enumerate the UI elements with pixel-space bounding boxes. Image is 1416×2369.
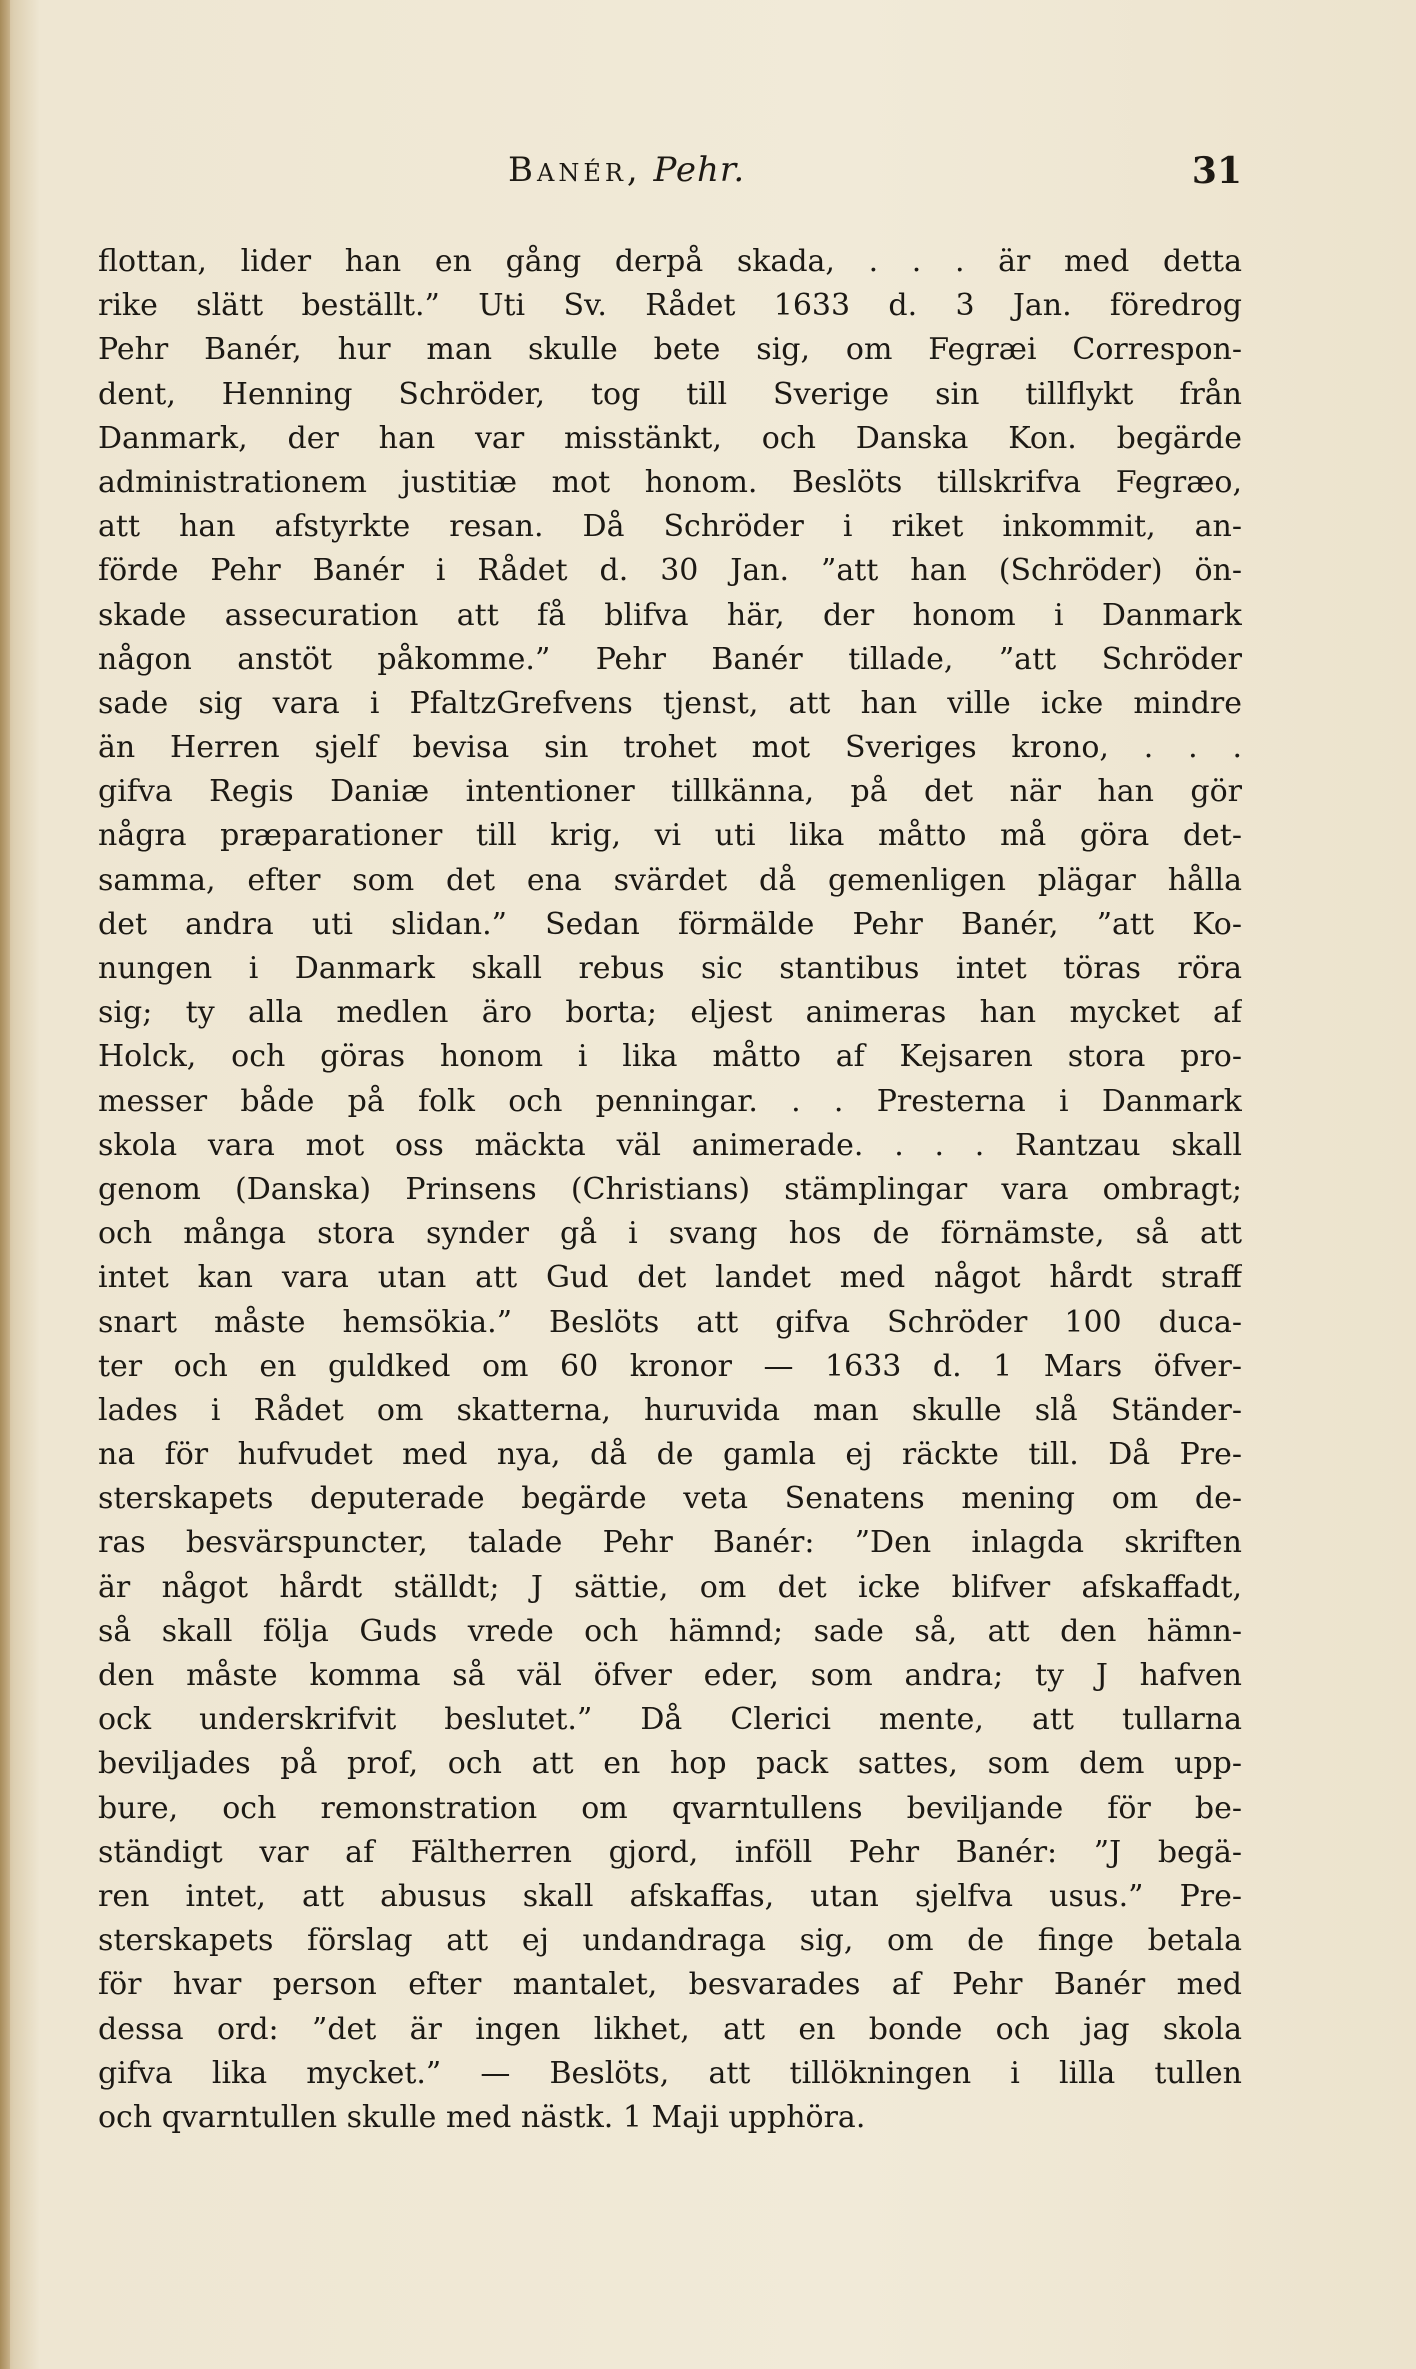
text-line: förde Pehr Banér i Rådet d. 30 Jan. ”att han (Schröder) ön-: [98, 553, 1242, 589]
text-line: flottan, lider han en gång derpå skada, . . . är med detta: [98, 244, 1242, 279]
running-head-name: Pehr.: [653, 150, 746, 190]
text-line: någon anstöt påkomme.” Pehr Banér tillade, ”att Schröder: [98, 641, 1242, 677]
text-line: är något hårdt ställdt; J sättie, om det icke blifver afskaffadt,: [98, 1569, 1242, 1605]
text-line: messer både på folk och penningar. . . Presterna i Danmark: [98, 1083, 1242, 1119]
text-line: det andra uti slidan.” Sedan förmälde Pehr Banér, ”att Ko-: [98, 906, 1242, 942]
text-line: beviljades på prof, och att en hop pack sattes, som dem upp-: [98, 1746, 1242, 1782]
text-line: snart måste hemsökia.” Beslöts att gifva Schröder 100 duca-: [98, 1304, 1242, 1340]
text-line: Danmark, der han var misstänkt, och Danska Kon. begärde: [98, 420, 1242, 456]
text-line: intet kan vara utan att Gud det landet med något hårdt straff: [98, 1260, 1242, 1296]
body-text: [98, 240, 1242, 2140]
text-line: sterskapets deputerade begärde veta Senatens mening om de-: [98, 1481, 1242, 1517]
text-line: na för hufvudet med nya, då de gamla ej räckte till. Då Pre-: [98, 1437, 1242, 1473]
text-line: Holck, och göras honom i lika måtto af Kejsaren stora pro-: [98, 1039, 1242, 1075]
text-line: ras besvärspuncter, talade Pehr Banér: ”Den inlagda skriften: [98, 1525, 1242, 1561]
text-line: och många stora synder gå i svang hos de förnämste, så att: [98, 1216, 1242, 1252]
text-line: än Herren sjelf bevisa sin trohet mot Sveriges krono, . . .: [98, 730, 1242, 766]
page-gutter: [0, 0, 10, 2369]
page-header: [98, 150, 1242, 210]
text-line: gifva lika mycket.” — Beslöts, att tillökningen i lilla tullen: [98, 2055, 1242, 2091]
running-head: [508, 150, 745, 190]
page-number: 31: [1191, 150, 1242, 192]
text-line: bure, och remonstration om qvarntullens beviljande för be-: [98, 1790, 1242, 1826]
text-line: den måste komma så väl öfver eder, som andra; ty J hafven: [98, 1658, 1242, 1693]
text-line: några præparationer till krig, vi uti lika måtto må göra det-: [98, 818, 1242, 854]
text-line: sig; ty alla medlen äro borta; eljest animeras han mycket af: [98, 995, 1242, 1031]
text-line: samma, efter som det ena svärdet då gemenligen plägar hålla: [98, 862, 1242, 898]
text-line: lades i Rådet om skatterna, huruvida man skulle slå Ständer-: [98, 1392, 1242, 1428]
text-line: så skall följa Guds vrede och hämnd; sade så, att den hämn-: [98, 1613, 1242, 1649]
text-line: att han afstyrkte resan. Då Schröder i riket inkommit, an-: [98, 509, 1242, 545]
text-line: ter och en guldked om 60 kronor — 1633 d. 1 Mars öfver-: [98, 1348, 1242, 1384]
text-line: skola vara mot oss mäckta väl animerade. . . . Rantzau skall: [98, 1127, 1242, 1163]
text-line: skade assecuration att få blifva här, der honom i Danmark: [98, 597, 1242, 633]
text-line: dent, Henning Schröder, tog till Sverige sin tillflykt från: [98, 376, 1242, 412]
running-head-author: Banér,: [508, 150, 642, 190]
text-line: sterskapets förslag att ej undandraga sig, om de finge betala: [98, 1923, 1242, 1959]
text-line: ren intet, att abusus skall afskaffas, utan sjelfva usus.” Pre-: [98, 1878, 1242, 1914]
text-line: ständigt var af Fältherren gjord, inföll Pehr Banér: ”J begä-: [98, 1834, 1242, 1870]
text-line: ock underskrifvit beslutet.” Då Clerici mente, att tullarna: [98, 1702, 1242, 1738]
text-line: rike slätt beställt.” Uti Sv. Rådet 1633 d. 3 Jan. föredrog: [98, 288, 1242, 324]
text-line: gifva Regis Daniæ intentioner tillkänna, på det när han gör: [98, 774, 1242, 810]
text-line: dessa ord: ”det är ingen likhet, att en bonde och jag skola: [98, 2011, 1242, 2047]
text-line: administrationem justitiæ mot honom. Beslöts tillskrifva Fegræo,: [98, 464, 1242, 500]
text-line: Pehr Banér, hur man skulle bete sig, om Fegræi Correspon-: [98, 332, 1242, 368]
text-line: och qvarntullen skulle med nästk. 1 Maji upphöra.: [98, 2099, 866, 2135]
text-line: genom (Danska) Prinsens (Christians) stämplingar vara ombragt;: [98, 1171, 1242, 1207]
text-line: nungen i Danmark skall rebus sic stantibus intet töras röra: [98, 951, 1242, 986]
text-line: för hvar person efter mantalet, besvarades af Pehr Banér med: [98, 1967, 1242, 2003]
text-line: sade sig vara i PfaltzGrefvens tjenst, att han ville icke mindre: [98, 685, 1242, 721]
